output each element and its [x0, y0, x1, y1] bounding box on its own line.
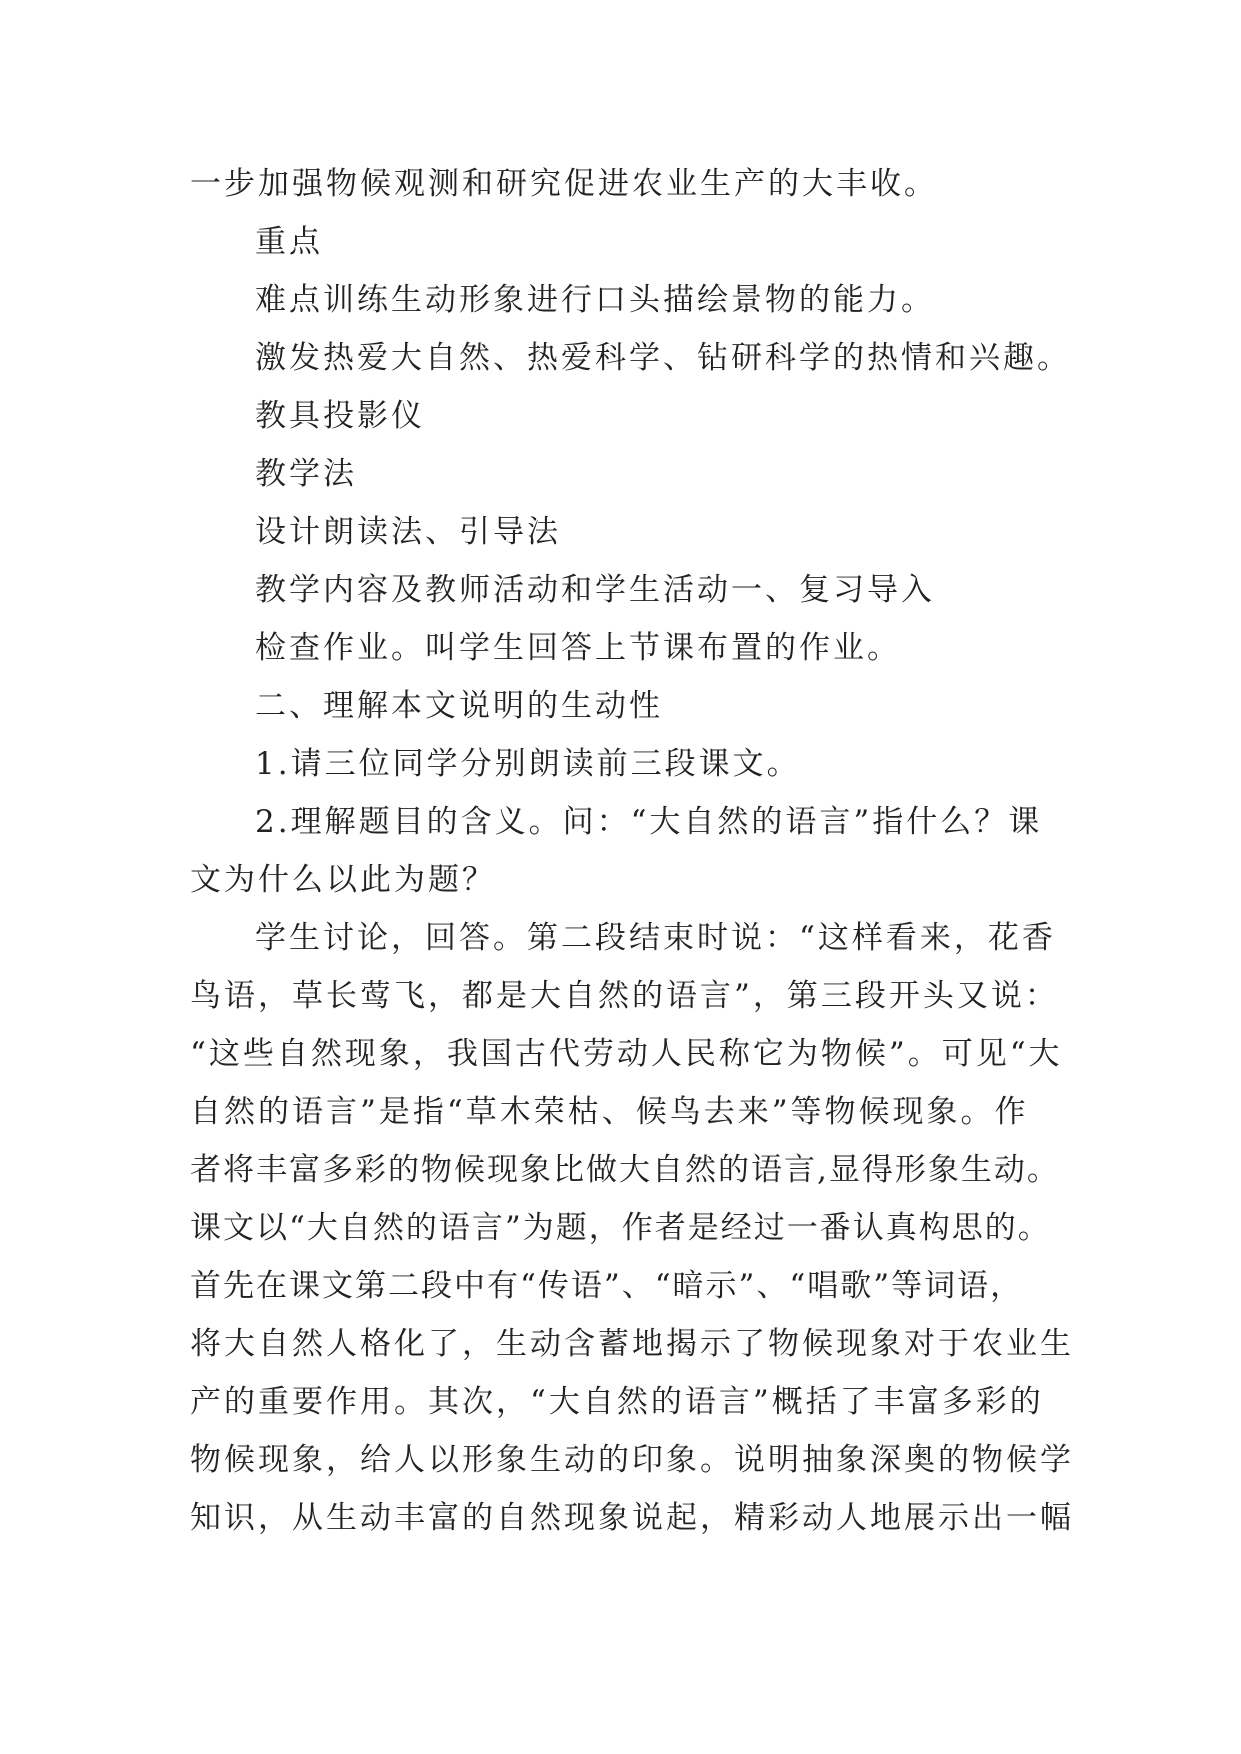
text-line: 产的重要作用。其次，“大自然的语言”概括了丰富多彩的	[190, 1384, 1044, 1420]
text-line: 将大自然人格化了，生动含蓄地揭示了物候现象对于农业生	[190, 1326, 1074, 1362]
text-line: 者将丰富多彩的物候现象比做大自然的语言,显得形象生动。	[190, 1152, 1060, 1188]
text-line: 自然的语言”是指“草木荣枯、候鸟去来”等物候现象。作	[190, 1094, 1029, 1130]
text-line: 教学内容及教师活动和学生活动一、复习导入	[255, 572, 935, 608]
text-line: 重点	[255, 224, 323, 260]
text-line: 2.理解题目的含义。问：“大自然的语言”指什么？课	[255, 804, 1043, 840]
text-line: 首先在课文第二段中有“传语”、“暗示”、“唱歌”等词语，	[190, 1268, 1024, 1304]
text-line: 1.请三位同学分别朗读前三段课文。	[255, 746, 801, 782]
text-line: 难点训练生动形象进行口头描绘景物的能力。	[255, 282, 935, 318]
text-line: 学生讨论，回答。第二段结束时说：“这样看来，花香	[255, 920, 1056, 956]
text-line: 二、理解本文说明的生动性	[255, 688, 663, 724]
text-line: 文为什么以此为题？	[190, 862, 496, 898]
text-line: 设计朗读法、引导法	[255, 514, 561, 550]
text-line: 物候现象，给人以形象生动的印象。说明抽象深奥的物候学	[190, 1442, 1074, 1478]
text-line: 教具投影仪	[255, 398, 425, 434]
text-line: 知识，从生动丰富的自然现象说起，精彩动人地展示出一幅	[190, 1500, 1074, 1536]
text-line: 一步加强物候观测和研究促进农业生产的大丰收。	[190, 166, 938, 202]
text-line: 课文以“大自然的语言”为题，作者是经过一番认真构思的。	[190, 1210, 1051, 1246]
text-line: 激发热爱大自然、热爱科学、钻研科学的热情和兴趣。	[255, 340, 1071, 376]
text-line: 教学法	[255, 456, 357, 492]
text-line: 检查作业。叫学生回答上节课布置的作业。	[255, 630, 901, 666]
text-line: “这些自然现象，我国古代劳动人民称它为物候”。可见“大	[190, 1036, 1063, 1072]
text-line: 鸟语，草长莺飞，都是大自然的语言”，第三段开头又说：	[190, 978, 1059, 1014]
